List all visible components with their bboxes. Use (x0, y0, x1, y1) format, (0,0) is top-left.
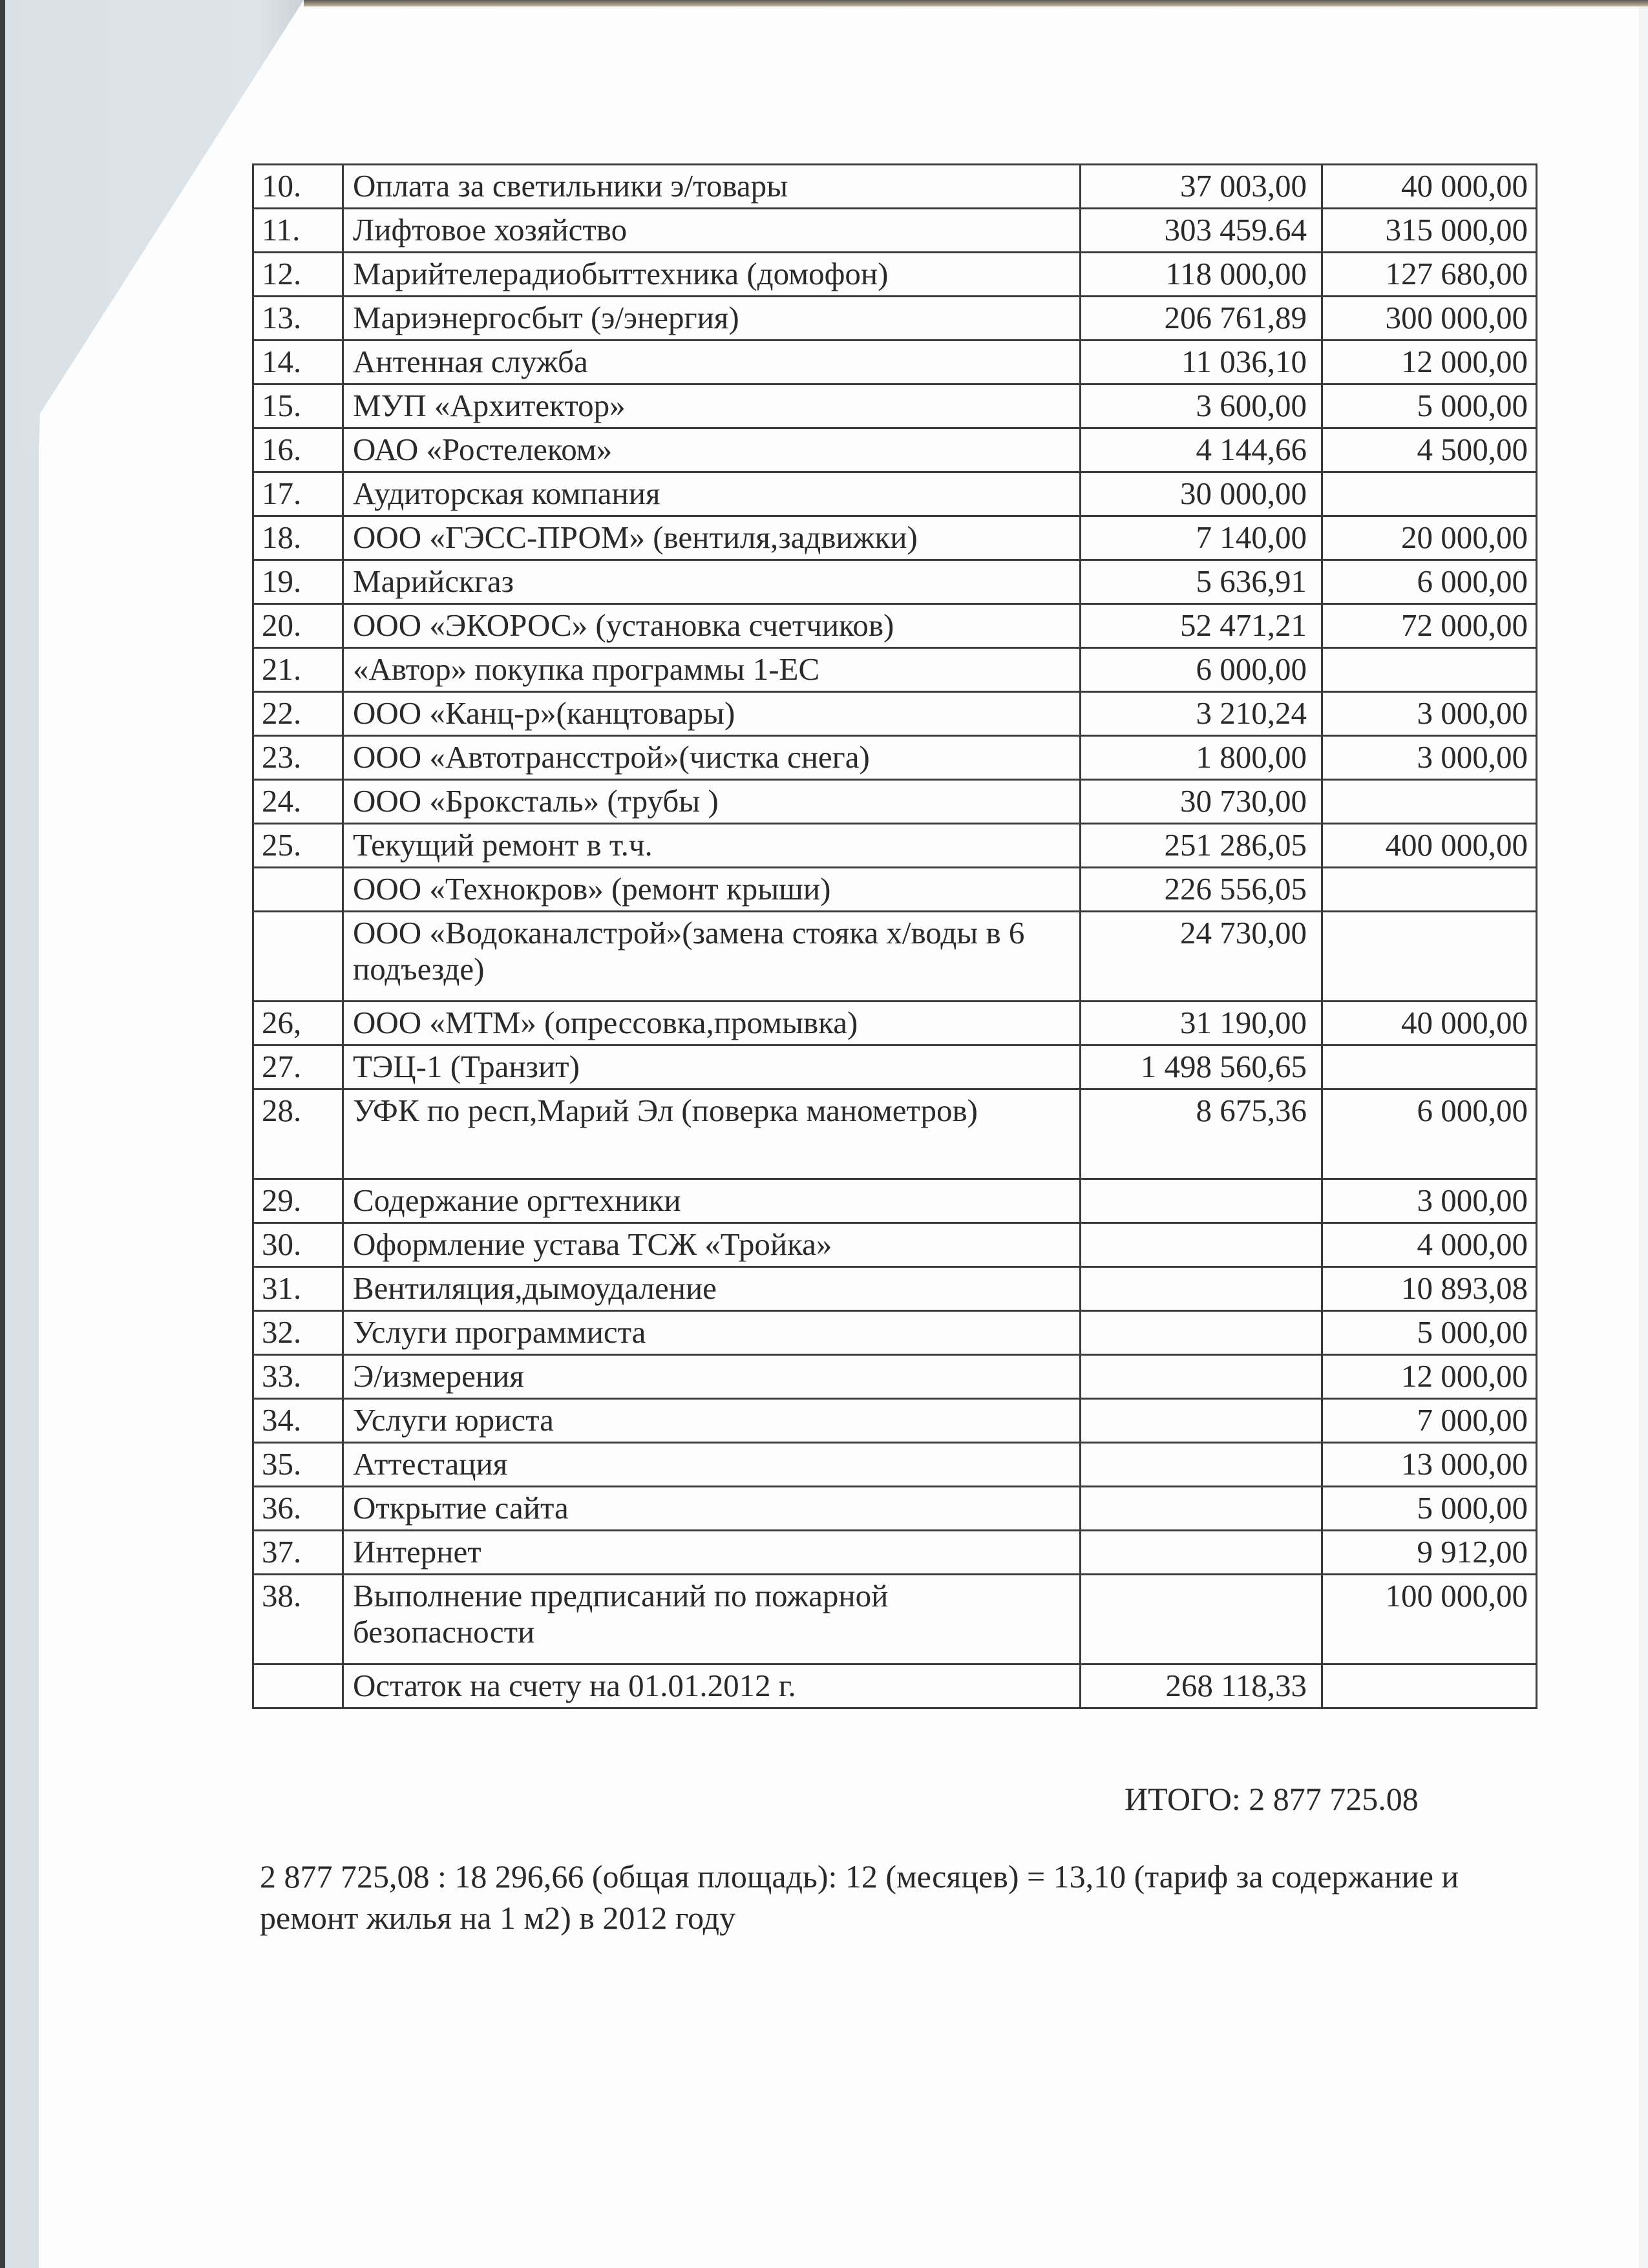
table-row (253, 1311, 1537, 1355)
row-actual-amount: 7 140,00 (1081, 516, 1322, 560)
row-number: 26, (253, 1002, 343, 1045)
row-number: 36. (253, 1487, 343, 1531)
row-description: Услуги программиста (343, 1311, 1081, 1355)
row-description: Марийскгаз (343, 560, 1081, 604)
row-planned-amount (1322, 472, 1537, 516)
row-actual-amount: 303 459.64 (1081, 209, 1322, 253)
row-planned-amount: 12 000,00 (1322, 341, 1537, 384)
row-planned-amount: 100 000,00 (1322, 1575, 1537, 1664)
row-planned-amount (1322, 912, 1537, 1002)
row-description: ООО «Технокров» (ремонт крыши) (343, 868, 1081, 912)
row-number: 28. (253, 1089, 343, 1179)
row-actual-amount (1081, 1399, 1322, 1443)
row-description: Выполнение предписаний по пожарной безопасности (343, 1575, 1081, 1664)
row-planned-amount: 127 680,00 (1322, 253, 1537, 297)
row-description: ООО «Водоканалстрой»(замена стояка х/воды в 6 подъезде) (343, 912, 1081, 1002)
row-actual-amount (1081, 1531, 1322, 1575)
row-planned-amount (1322, 648, 1537, 692)
row-number: 37. (253, 1531, 343, 1575)
row-actual-amount: 3 210,24 (1081, 692, 1322, 736)
expense-table (252, 163, 1537, 1709)
row-planned-amount: 40 000,00 (1322, 165, 1537, 209)
row-number: 23. (253, 736, 343, 780)
row-description: Текущий ремонт в т.ч. (343, 824, 1081, 868)
row-description: Услуги юриста (343, 1399, 1081, 1443)
row-number: 38. (253, 1575, 343, 1664)
row-actual-amount (1081, 1443, 1322, 1487)
table-row (253, 1575, 1537, 1664)
row-description: Марийтелерадиобыттехника (домофон) (343, 253, 1081, 297)
table-row (253, 1223, 1537, 1267)
row-actual-amount: 30 730,00 (1081, 780, 1322, 824)
row-actual-amount: 251 286,05 (1081, 824, 1322, 868)
table-row (253, 824, 1537, 868)
row-description: ООО «Брокcталь» (трубы ) (343, 780, 1081, 824)
row-number: 11. (253, 209, 343, 253)
row-description: ООО «ГЭСС-ПРОМ» (вентиля,задвижки) (343, 516, 1081, 560)
row-number: 29. (253, 1179, 343, 1223)
row-planned-amount: 9 912,00 (1322, 1531, 1537, 1575)
row-actual-amount: 118 000,00 (1081, 253, 1322, 297)
row-number: 18. (253, 516, 343, 560)
row-planned-amount: 3 000,00 (1322, 692, 1537, 736)
row-actual-amount: 31 190,00 (1081, 1002, 1322, 1045)
row-actual-amount: 8 675,36 (1081, 1089, 1322, 1179)
row-actual-amount: 268 118,33 (1081, 1664, 1322, 1708)
table-row (253, 692, 1537, 736)
grand-total: ИТОГО: 2 877 725.08 (1125, 1781, 1419, 1817)
table-row (253, 780, 1537, 824)
row-number: 32. (253, 1311, 343, 1355)
row-description: «Автор» покупка программы 1-ЕС (343, 648, 1081, 692)
table-row (253, 1531, 1537, 1575)
row-actual-amount (1081, 1487, 1322, 1531)
table-row (253, 868, 1537, 912)
row-planned-amount: 400 000,00 (1322, 824, 1537, 868)
row-planned-amount: 315 000,00 (1322, 209, 1537, 253)
row-planned-amount: 3 000,00 (1322, 736, 1537, 780)
row-actual-amount: 5 636,91 (1081, 560, 1322, 604)
row-description: МУП «Архитектор» (343, 384, 1081, 428)
row-number: 10. (253, 165, 343, 209)
row-planned-amount (1322, 868, 1537, 912)
row-description: ТЭЦ-1 (Транзит) (343, 1045, 1081, 1089)
row-description: ООО «МТМ» (опрессовка,промывка) (343, 1002, 1081, 1045)
row-planned-amount: 300 000,00 (1322, 297, 1537, 341)
table-row (253, 1089, 1537, 1179)
table-row (253, 165, 1537, 209)
table-row (253, 1355, 1537, 1399)
row-number: 16. (253, 428, 343, 472)
row-number: 12. (253, 253, 343, 297)
table-row (253, 1045, 1537, 1089)
row-planned-amount: 13 000,00 (1322, 1443, 1537, 1487)
row-description: ООО «ЭКОРОС» (установка счетчиков) (343, 604, 1081, 648)
row-planned-amount: 4 000,00 (1322, 1223, 1537, 1267)
row-number: 13. (253, 297, 343, 341)
row-actual-amount: 6 000,00 (1081, 648, 1322, 692)
table-row (253, 209, 1537, 253)
row-planned-amount (1322, 1664, 1537, 1708)
table-row (253, 1443, 1537, 1487)
row-number: 19. (253, 560, 343, 604)
row-planned-amount: 7 000,00 (1322, 1399, 1537, 1443)
row-number: 15. (253, 384, 343, 428)
row-actual-amount (1081, 1355, 1322, 1399)
row-description: Аудиторская компания (343, 472, 1081, 516)
row-number: 34. (253, 1399, 343, 1443)
row-actual-amount (1081, 1179, 1322, 1223)
row-planned-amount: 6 000,00 (1322, 560, 1537, 604)
table-row (253, 1399, 1537, 1443)
table-row (253, 516, 1537, 560)
row-description: Мариэнергосбыт (э/энергия) (343, 297, 1081, 341)
row-number: 20. (253, 604, 343, 648)
row-planned-amount: 3 000,00 (1322, 1179, 1537, 1223)
row-number: 27. (253, 1045, 343, 1089)
row-description: Э/измерения (343, 1355, 1081, 1399)
row-planned-amount: 40 000,00 (1322, 1002, 1537, 1045)
table-row (253, 472, 1537, 516)
row-description: УФК по респ,Марий Эл (поверка манометров) (343, 1089, 1081, 1179)
row-description: Оплата за светильники э/товары (343, 165, 1081, 209)
row-description: Содержание оргтехники (343, 1179, 1081, 1223)
row-actual-amount: 24 730,00 (1081, 912, 1322, 1002)
row-actual-amount (1081, 1311, 1322, 1355)
row-number: 25. (253, 824, 343, 868)
table-row (253, 297, 1537, 341)
row-planned-amount: 72 000,00 (1322, 604, 1537, 648)
row-planned-amount: 6 000,00 (1322, 1089, 1537, 1179)
row-actual-amount: 37 003,00 (1081, 165, 1322, 209)
row-actual-amount: 11 036,10 (1081, 341, 1322, 384)
row-actual-amount: 3 600,00 (1081, 384, 1322, 428)
table-row (253, 341, 1537, 384)
row-planned-amount: 4 500,00 (1322, 428, 1537, 472)
scan-right-shade (1639, 0, 1648, 2268)
row-description: Оформление устава ТСЖ «Тройка» (343, 1223, 1081, 1267)
table-row (253, 1179, 1537, 1223)
table-row (253, 253, 1537, 297)
row-planned-amount: 5 000,00 (1322, 384, 1537, 428)
row-number: 35. (253, 1443, 343, 1487)
row-actual-amount: 206 761,89 (1081, 297, 1322, 341)
table-row (253, 1267, 1537, 1311)
row-number: 33. (253, 1355, 343, 1399)
row-actual-amount: 30 000,00 (1081, 472, 1322, 516)
row-actual-amount: 1 800,00 (1081, 736, 1322, 780)
row-planned-amount: 12 000,00 (1322, 1355, 1537, 1399)
table-row (253, 560, 1537, 604)
row-planned-amount: 5 000,00 (1322, 1311, 1537, 1355)
row-actual-amount: 1 498 560,65 (1081, 1045, 1322, 1089)
row-description: Аттестация (343, 1443, 1081, 1487)
row-number: 30. (253, 1223, 343, 1267)
row-planned-amount: 5 000,00 (1322, 1487, 1537, 1531)
table-row (253, 912, 1537, 1002)
row-number (253, 912, 343, 1002)
row-description: Открытие сайта (343, 1487, 1081, 1531)
row-description: ООО «Автотрансстрой»(чистка снега) (343, 736, 1081, 780)
row-planned-amount: 20 000,00 (1322, 516, 1537, 560)
row-description: Лифтовое хозяйство (343, 209, 1081, 253)
row-actual-amount (1081, 1575, 1322, 1664)
table-row (253, 1002, 1537, 1045)
row-planned-amount: 10 893,08 (1322, 1267, 1537, 1311)
table-row (253, 648, 1537, 692)
row-description: Вентиляция,дымоудаление (343, 1267, 1081, 1311)
row-actual-amount: 226 556,05 (1081, 868, 1322, 912)
table-row (253, 1664, 1537, 1708)
table-row (253, 736, 1537, 780)
row-number: 17. (253, 472, 343, 516)
row-number: 21. (253, 648, 343, 692)
row-actual-amount (1081, 1267, 1322, 1311)
table-row (253, 604, 1537, 648)
scan-top-edge (304, 0, 1648, 6)
row-description: ОАО «Ростелеком» (343, 428, 1081, 472)
row-number (253, 868, 343, 912)
row-description: ООО «Канц-р»(канцтовары) (343, 692, 1081, 736)
row-description: Остаток на счету на 01.01.2012 г. (343, 1664, 1081, 1708)
table-row (253, 1487, 1537, 1531)
row-number (253, 1664, 343, 1708)
row-actual-amount: 4 144,66 (1081, 428, 1322, 472)
row-planned-amount (1322, 1045, 1537, 1089)
row-number: 14. (253, 341, 343, 384)
row-number: 24. (253, 780, 343, 824)
table-row (253, 384, 1537, 428)
row-actual-amount: 52 471,21 (1081, 604, 1322, 648)
row-planned-amount (1322, 780, 1537, 824)
tariff-calculation-note: 2 877 725,08 : 18 296,66 (общая площадь): 12 (месяцев) = 13,10 (тариф за содержание и ремонт жилья на 1 м2) в 2012 году (260, 1858, 1459, 1936)
row-number: 22. (253, 692, 343, 736)
table-row (253, 428, 1537, 472)
row-description: Антенная служба (343, 341, 1081, 384)
row-number: 31. (253, 1267, 343, 1311)
row-description: Интернет (343, 1531, 1081, 1575)
row-actual-amount (1081, 1223, 1322, 1267)
